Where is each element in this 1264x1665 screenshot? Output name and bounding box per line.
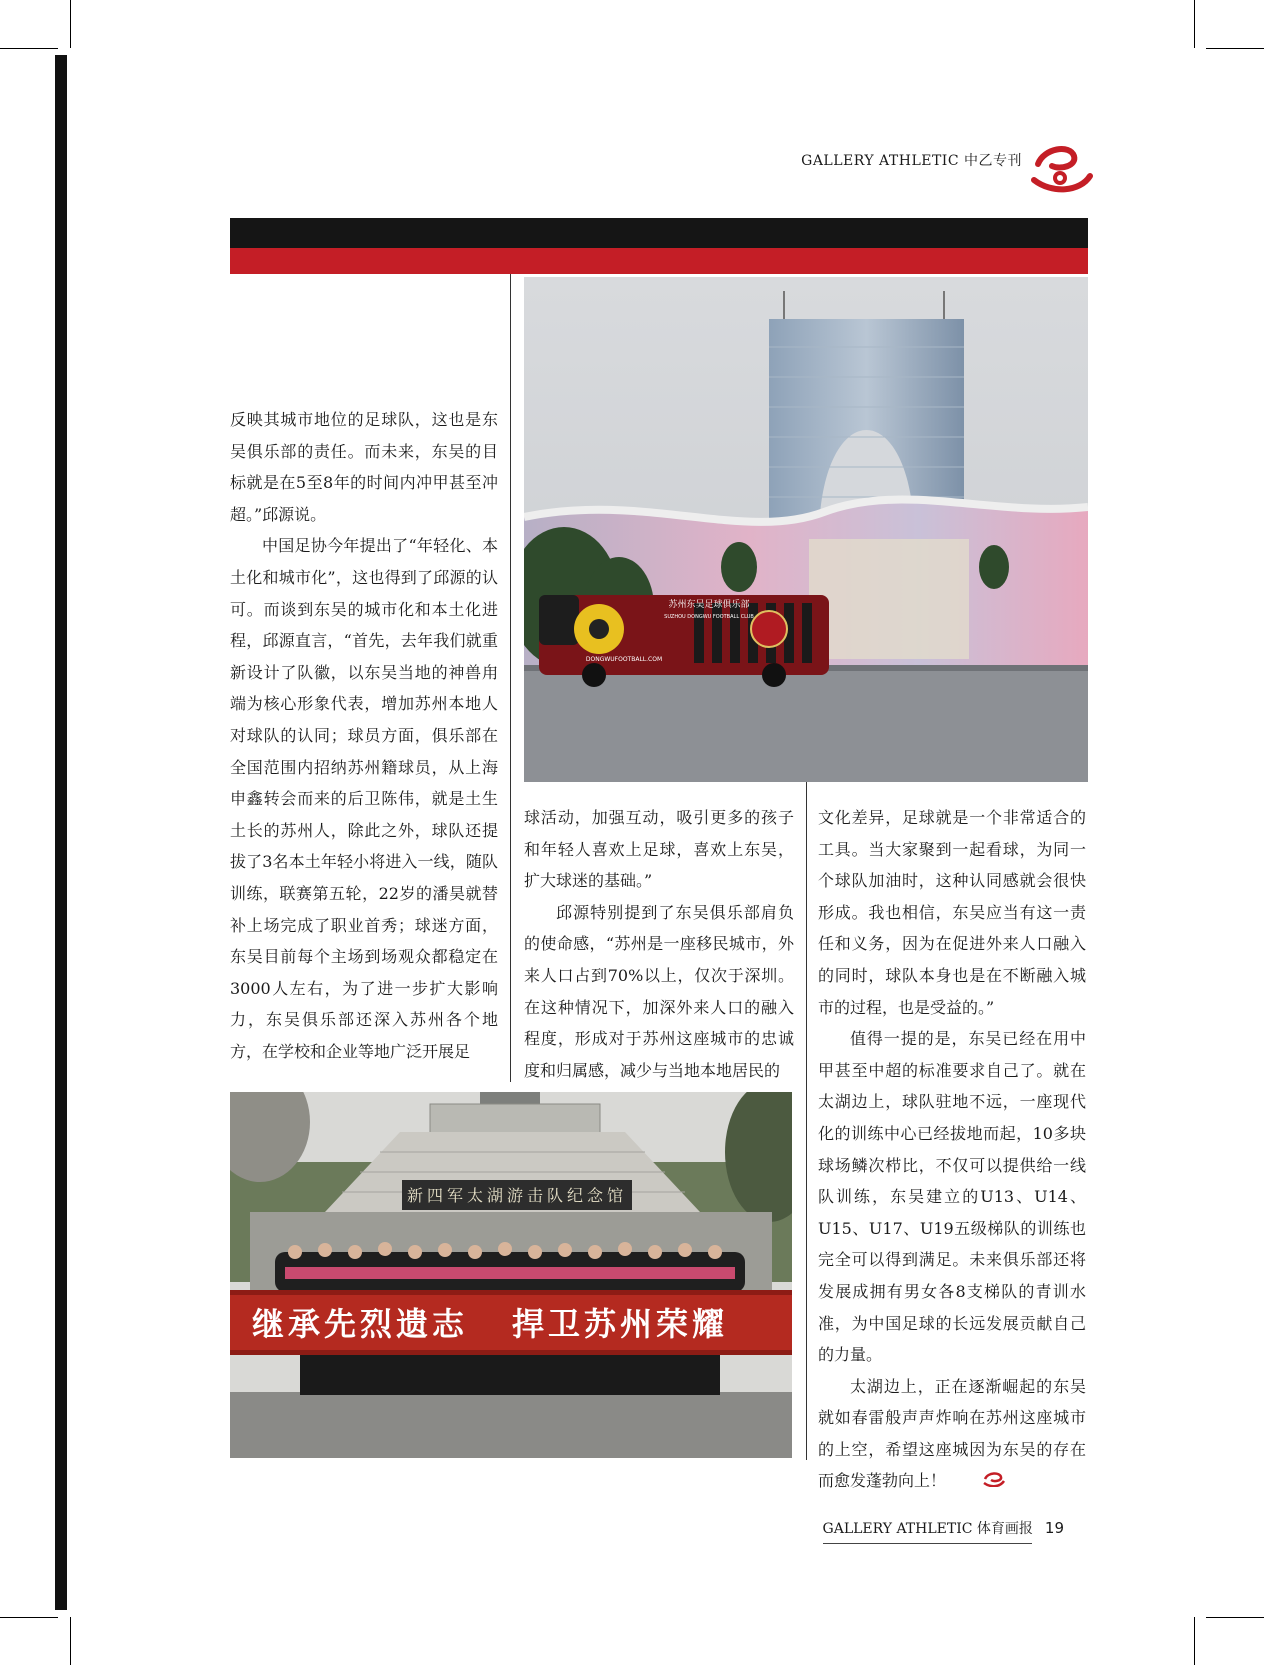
page-spine [55,55,67,1610]
paragraph: 中国足协今年提出了“年轻化、本土化和城市化”，这也得到了邱源的认可。而谈到东吴的城市化和本土化进程，邱源直言，“首先，去年我们就重新设计了队徽，以东吴当地的神兽甪端为核心形象代表，增加苏州本地人对球队的认同；球员方面，俱乐部在全国范围内招纳苏州籍球员，从上海申鑫转会而来的后卫陈伟，就是土生土长的苏州人，除此之外，球队还提拔了3名本土年轻小将进入一线，随队训练，联赛第五轮，22岁的潘昊就替补上场完成了职业首秀；球迷方面，东吴目前每个主场到场观众都稳定在3000人左右，为了进一步扩大影响力，东吴俱乐部还深入苏州各个地方，在学校和企业等地广泛开展足 [230,536,498,1061]
crop-mark [70,0,71,48]
crop-mark [1194,0,1195,48]
crop-mark [1206,1617,1264,1618]
crop-mark [1206,48,1264,49]
paragraph: 值得一提的是，东吴已经在用中甲甚至中超的标准要求自己了。就在太湖边上，球队驻地不远，一座现代化的训练中心已经拔地而起，10多块球场鳞次栉比，不仅可以提供给一线队训练，东吴建立的U13、U14、U15、U17、U19五级梯队的训练也完全可以得到满足。未来俱乐部还将发展成拥有男女各8支梯队的青训水准，为中国足球的长远发展贡献自己的力量。 [818,1029,1086,1365]
title-band-black [230,218,1088,248]
banner-right-text: 捍卫苏州荣耀 [511,1305,729,1343]
memorial-plaque-text: 新四军太湖游击队纪念馆 [406,1186,628,1205]
closing-text: 太湖边上，正在逐渐崛起的东吴就如春雷般声声炸响在苏州这座城市的上空，希望这座城因为东吴的存在而愈发蓬勃向上！ [818,1376,1086,1491]
article-column-left [230,404,498,1067]
article-column-right [818,802,1086,1498]
footer-rule [823,1543,1032,1544]
paragraph [818,1371,1086,1498]
page-footer [823,1518,1064,1538]
bus-url-text: DONGWUFOOTBALL.COM [585,656,663,663]
end-mark-icon [950,1466,1006,1498]
paragraph: 邱源特别提到了东吴俱乐部肩负的使命感，“苏州是一座移民城市，外来人口占到70%以上，仅次于深圳。在这种情况下，加深外来人口的融入程度，形成对于苏州这座城市的忠诚度和归属感，减少与当地本地居民的 [524,902,794,1080]
footer-brand: GALLERY ATHLETIC 体育画报 [822,1521,1033,1537]
crop-mark [0,1617,58,1618]
paragraph: 球活动，加强互动，吸引更多的孩子和年轻人喜欢上足球，喜欢上东吴，扩大球迷的基础。” [524,808,794,891]
paragraph: 文化差异，足球就是一个非常适合的工具。当大家聚到一起看球，为同一个球队加油时，这种认同感就会很快形成。我也相信，东吴应当有这一责任和义务，因为在促进外来人口融入的同时，球队本身也是在不断融入城市的过程，也是受益的。” [818,808,1086,1017]
column-rule [806,782,807,1460]
column-rule [510,274,511,1082]
magazine-header-label: GALLERY ATHLETIC 中乙专刊 [801,153,1022,169]
banner-left-text: 继承先烈遗志 [251,1305,469,1343]
title-band-red [230,248,1088,274]
page-number: 19 [1044,1519,1064,1537]
crop-mark [1194,1617,1195,1665]
paragraph: 反映其城市地位的足球队，这也是东吴俱乐部的责任。而未来，东吴的目标就是在5至8年的时间内冲甲甚至冲超。”邱源说。 [230,410,498,524]
bus-name-text: 苏州东吴足球俱乐部 [668,600,750,610]
crop-mark [70,1617,71,1665]
team-photo [230,1092,792,1458]
crop-mark [0,48,58,49]
gallery-logo-icon [1030,140,1094,198]
article-column-middle [524,802,794,1086]
bus-photo [524,277,1088,782]
bus-name-en-text: SUZHOU DONGWU FOOTBALL CLUB [664,614,754,620]
